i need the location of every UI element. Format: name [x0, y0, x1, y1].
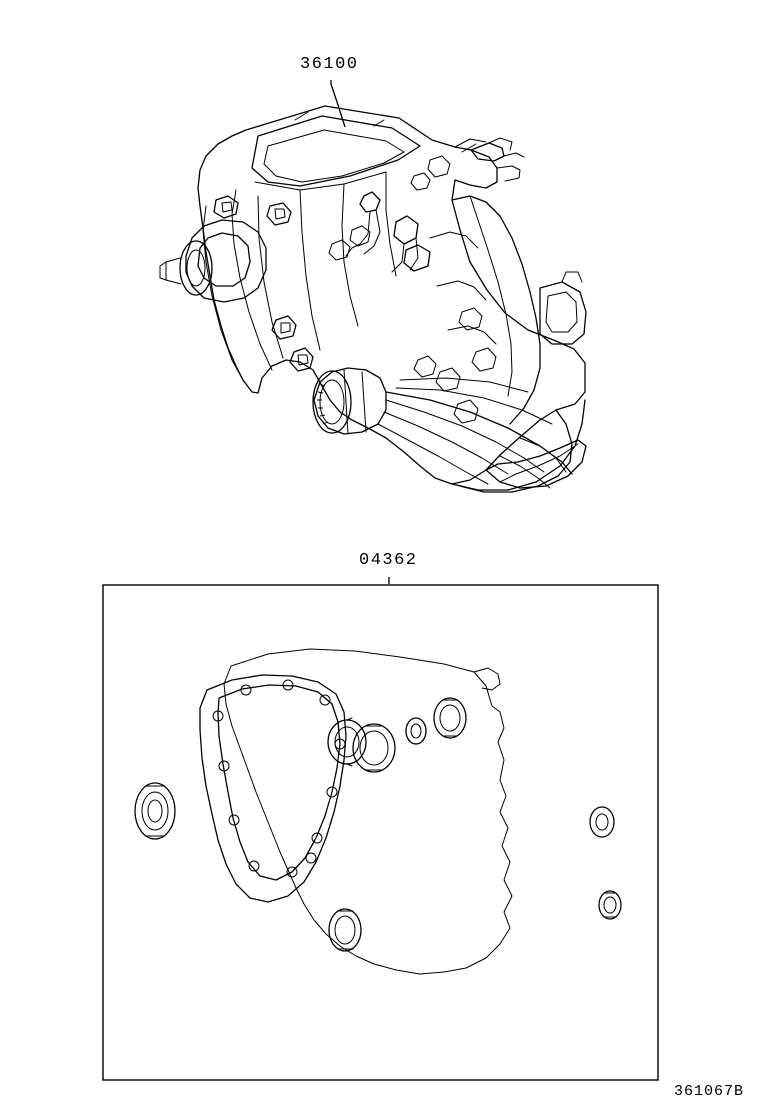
callout-label-36100: 36100	[300, 55, 359, 74]
gasket-kit-panel	[103, 585, 658, 1080]
callout-label-04362: 04362	[359, 551, 418, 570]
transfer-case-assembly	[160, 106, 586, 492]
figure-code: 361067B	[673, 1083, 744, 1100]
